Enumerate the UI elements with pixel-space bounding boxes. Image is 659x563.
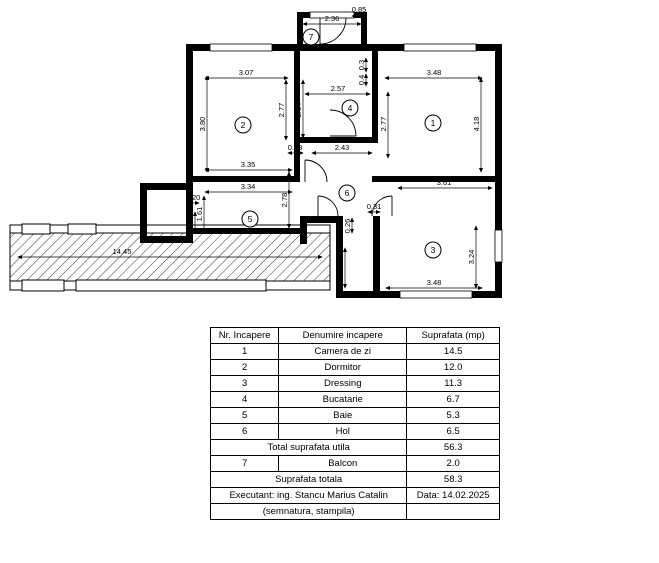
- dim-hall-v2: 2.78: [280, 192, 289, 208]
- row-name: Bucatarie: [279, 392, 407, 408]
- room-schedule-table-wrapper: [210, 327, 500, 520]
- table-row: [211, 376, 500, 392]
- dim-room5-left-small: 0.20: [185, 193, 201, 202]
- dim-facade: 14.45: [112, 247, 132, 256]
- dim-door-04: 0.4: [357, 74, 366, 86]
- dim-hall-v: 2.64: [294, 102, 303, 118]
- dim-room2-inner-v: 2.77: [277, 102, 286, 118]
- dim-room1-right: 4.18: [472, 116, 481, 132]
- dim-corridor-small: 0.26: [343, 218, 352, 234]
- signature-label: (semnatura, stampila): [211, 504, 407, 520]
- executant-label: Executant: ing. Stancu Marius Catalin: [211, 488, 407, 504]
- dim-room2-bottom: 3.35: [240, 160, 256, 169]
- dim-room5-top: 3.34: [240, 182, 256, 191]
- row-area: 6.5: [407, 424, 500, 440]
- signature-blank: [407, 504, 500, 520]
- balcony-row: [211, 456, 500, 472]
- total-row: [211, 472, 500, 488]
- row-nr: 6: [211, 424, 279, 440]
- balcony-area: 2.0: [407, 456, 500, 472]
- table-header-row: [211, 328, 500, 344]
- row-nr: 4: [211, 392, 279, 408]
- signature-row: [211, 504, 500, 520]
- room-number-4: 4: [347, 103, 353, 113]
- header-name: Denumire incapere: [279, 328, 407, 344]
- dim-kitchen-top: 2.57: [330, 84, 346, 93]
- dim-door-03: 0.3: [357, 59, 366, 71]
- row-area: 5.3: [407, 408, 500, 424]
- row-nr: 2: [211, 360, 279, 376]
- total-utila-row: [211, 440, 500, 456]
- table-row: [211, 424, 500, 440]
- room-number-5: 5: [247, 214, 253, 224]
- room-number-6: 6: [344, 188, 350, 198]
- row-area: 12.0: [407, 360, 500, 376]
- date-label: Data: 14.02.2025: [407, 488, 500, 504]
- balcony-name: Balcon: [279, 456, 407, 472]
- dim-kitchen-bottom: 2.43: [334, 143, 350, 152]
- row-name: Baie: [279, 408, 407, 424]
- row-name: Dressing: [279, 376, 407, 392]
- room-schedule-table: [210, 327, 500, 520]
- dim-corridor-small2: 0.31: [366, 202, 382, 211]
- row-area: 6.7: [407, 392, 500, 408]
- dim-room5-v2: 0.59: [186, 214, 195, 230]
- executant-row: [211, 488, 500, 504]
- row-nr: 5: [211, 408, 279, 424]
- row-area: 14.5: [407, 344, 500, 360]
- dim-room1-bottom: 3.61: [436, 178, 452, 187]
- total-utila-label: Total suprafata utila: [211, 440, 407, 456]
- total-value: 58.3: [407, 472, 500, 488]
- balcony-nr: 7: [211, 456, 279, 472]
- header-area: Suprafata (mp): [407, 328, 500, 344]
- dim-room3-right: 3.24: [467, 249, 476, 265]
- room-number-3: 3: [430, 245, 436, 255]
- row-name: Dormitor: [279, 360, 407, 376]
- table-row: [211, 392, 500, 408]
- table-row: [211, 344, 500, 360]
- dim-room1-inner-v: 2.77: [379, 116, 388, 132]
- row-nr: 3: [211, 376, 279, 392]
- hatched-ground: [10, 224, 330, 291]
- room-number-2: 2: [240, 120, 246, 130]
- dim-room5-v: 1.61: [195, 206, 204, 222]
- dim-balcony-small: 0.85: [351, 5, 367, 14]
- row-nr: 1: [211, 344, 279, 360]
- dim-bath-small: 0.28: [287, 143, 303, 152]
- total-label: Suprafata totala: [211, 472, 407, 488]
- room-number-1: 1: [430, 118, 436, 128]
- room-number-7: 7: [308, 32, 314, 42]
- table-row: [211, 360, 500, 376]
- header-nr: Nr. Incapere: [211, 328, 279, 344]
- row-name: Camera de zi: [279, 344, 407, 360]
- total-utila-value: 56.3: [407, 440, 500, 456]
- row-name: Hol: [279, 424, 407, 440]
- dim-room3-bottom: 3.48: [426, 278, 442, 287]
- table-row: [211, 408, 500, 424]
- dim-top-balcony-width: 2.36: [324, 14, 340, 23]
- row-area: 11.3: [407, 376, 500, 392]
- dim-room1-top: 3.48: [426, 68, 442, 77]
- dim-room2-left: 3.80: [198, 116, 207, 132]
- dim-room2-top: 3.07: [238, 68, 254, 77]
- dim-wall-v-151: 1.51: [336, 260, 345, 276]
